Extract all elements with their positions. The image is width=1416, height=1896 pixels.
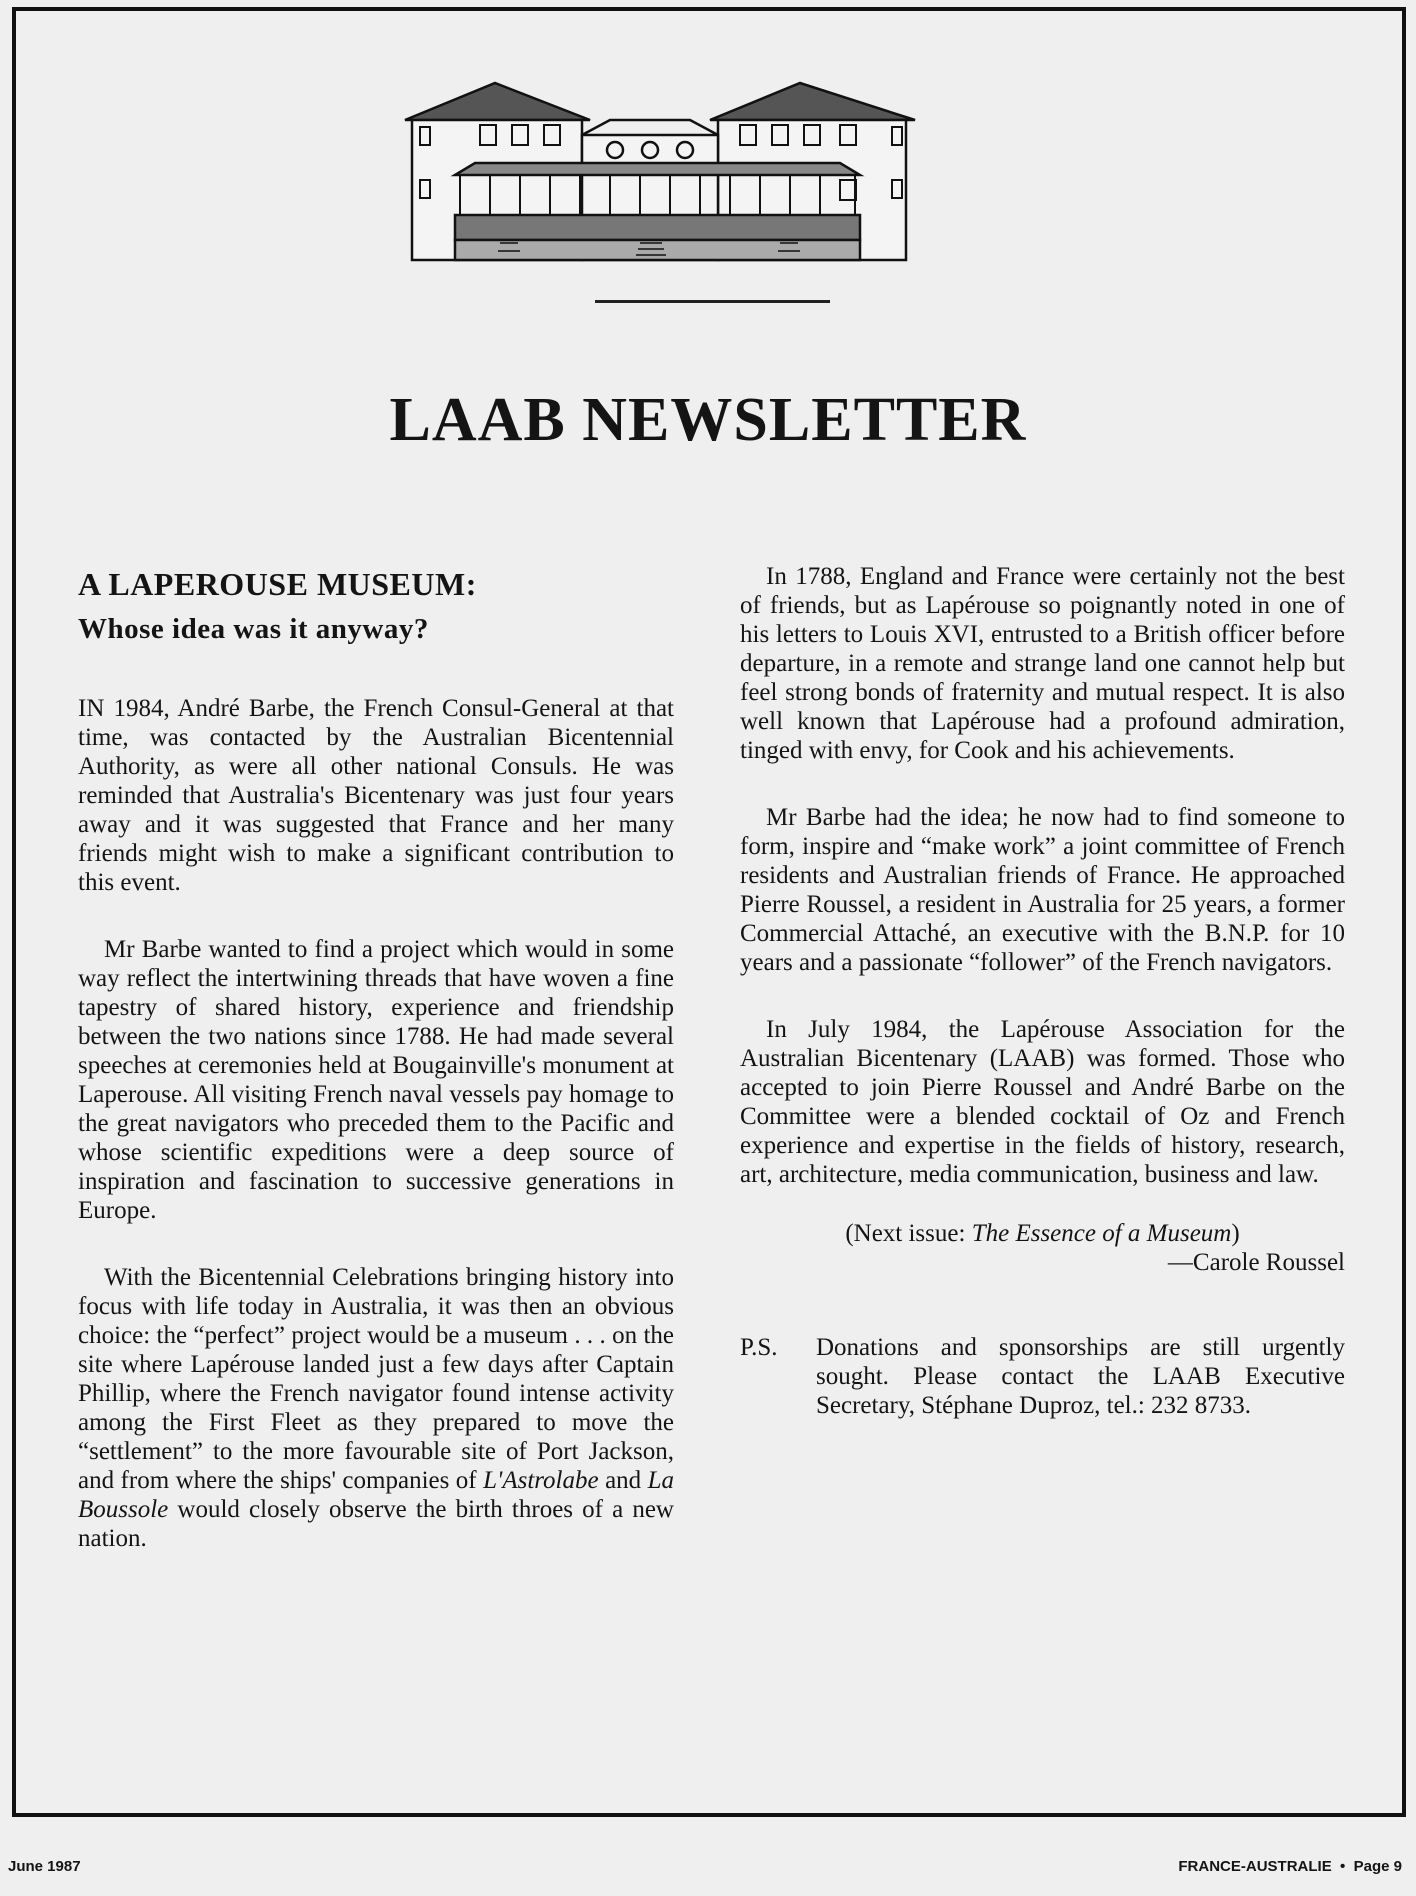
next-issue-suffix: ) bbox=[1231, 1220, 1240, 1247]
next-issue-title: The Essence of a Museum bbox=[971, 1220, 1232, 1247]
ship-name: L'Astrolabe bbox=[483, 1467, 599, 1494]
article-column-right bbox=[740, 562, 1345, 1420]
article-subhead: Whose idea was it anyway? bbox=[78, 613, 429, 645]
article-paragraph: IN 1984, André Barbe, the French Consul-General at that time, was contacted by the Australian Bicentennial Authority, as were all other national Consuls. He was reminded that Australia's Bicentenary was just four years away and it was suggested that France and her many friends might wish to make a significant contribution to this event. bbox=[78, 695, 674, 896]
article-kicker: A LAPEROUSE MUSEUM: bbox=[78, 566, 477, 602]
paragraph-text: and bbox=[605, 1467, 642, 1494]
divider-rule bbox=[595, 300, 830, 303]
article-paragraph: In July 1984, the Lapérouse Association for the Australian Bicentenary (LAAB) was formed. Those who accepted to join Pierre Roussel and André Barbe on the Committee were a blended cocktail of Oz and French experience and expertise in the fields of history, research, art, architecture, media communication, business and law. bbox=[740, 1016, 1345, 1188]
article-paragraph: Mr Barbe had the idea; he now had to find someone to form, inspire and “make work” a joint committee of French residents and Australian friends of France. He approached Pierre Roussel, a resident in Australia for 25 years, a former Commercial Attaché, an executive with the B.N.P. for 10 years and a passionate “follower” of the French navigators. bbox=[740, 804, 1345, 976]
footer-publication-page: FRANCE-AUSTRALIE • Page 9 bbox=[1178, 1858, 1402, 1875]
newsletter-masthead: LAAB NEWSLETTER bbox=[389, 386, 1027, 454]
postscript bbox=[740, 1333, 1345, 1420]
author-signature: —Carole Roussel bbox=[1167, 1249, 1345, 1276]
postscript-label: P.S. bbox=[740, 1334, 778, 1361]
postscript-text: Donations and sponsorships are still urgently sought. Please contact the LAAB Executive Secretary, Stéphane Duproz, tel.: 232 8733. bbox=[816, 1334, 1345, 1419]
paragraph-text: With the Bicentennial Celebrations bringing history into focus with life today in Australia, it was then an obvious choice: the “perfect” project would be a museum . . . on the site where Lapérouse landed just a few days after Captain Phillip, where the French navigator found intense activity among the First Fleet as they prepared to move the “settlement” to the more favourable site of Port Jackson, and from where the ships' companies of bbox=[78, 1264, 674, 1494]
article-column-left bbox=[78, 560, 674, 1553]
footer-date: June 1987 bbox=[8, 1858, 81, 1875]
paragraph-text: would closely observe the birth throes of a new nation. bbox=[78, 1496, 674, 1552]
ship-name: La Boussole bbox=[78, 1467, 675, 1523]
article-paragraph: In 1788, England and France were certainly not the best of friends, but as Lapérouse so poignantly noted in one of his letters to Louis XVI, entrusted to a British officer before departure, in a remote and strange land one cannot help but feel strong bonds of fraternity and mutual respect. It is also well known that Lapérouse had a profound admiration, tinged with envy, for Cook and his achievements. bbox=[740, 563, 1345, 764]
next-issue-note bbox=[740, 1219, 1345, 1248]
museum-building-illustration bbox=[400, 75, 1020, 275]
next-issue-prefix: (Next issue: bbox=[845, 1220, 972, 1247]
article-paragraph: Mr Barbe wanted to find a project which would in some way reflect the intertwining threads that have woven a fine tapestry of shared history, experience and friendship between the two nations since 1788. He had made several speeches at ceremonies held at Bougainville's monument at Laperouse. All visiting French naval vessels pay homage to the great navigators who preceded them to the Pacific and whose scientific expeditions were a deep source of inspiration and fascination to successive generations in Europe. bbox=[78, 936, 674, 1224]
article-paragraph bbox=[78, 1263, 674, 1553]
